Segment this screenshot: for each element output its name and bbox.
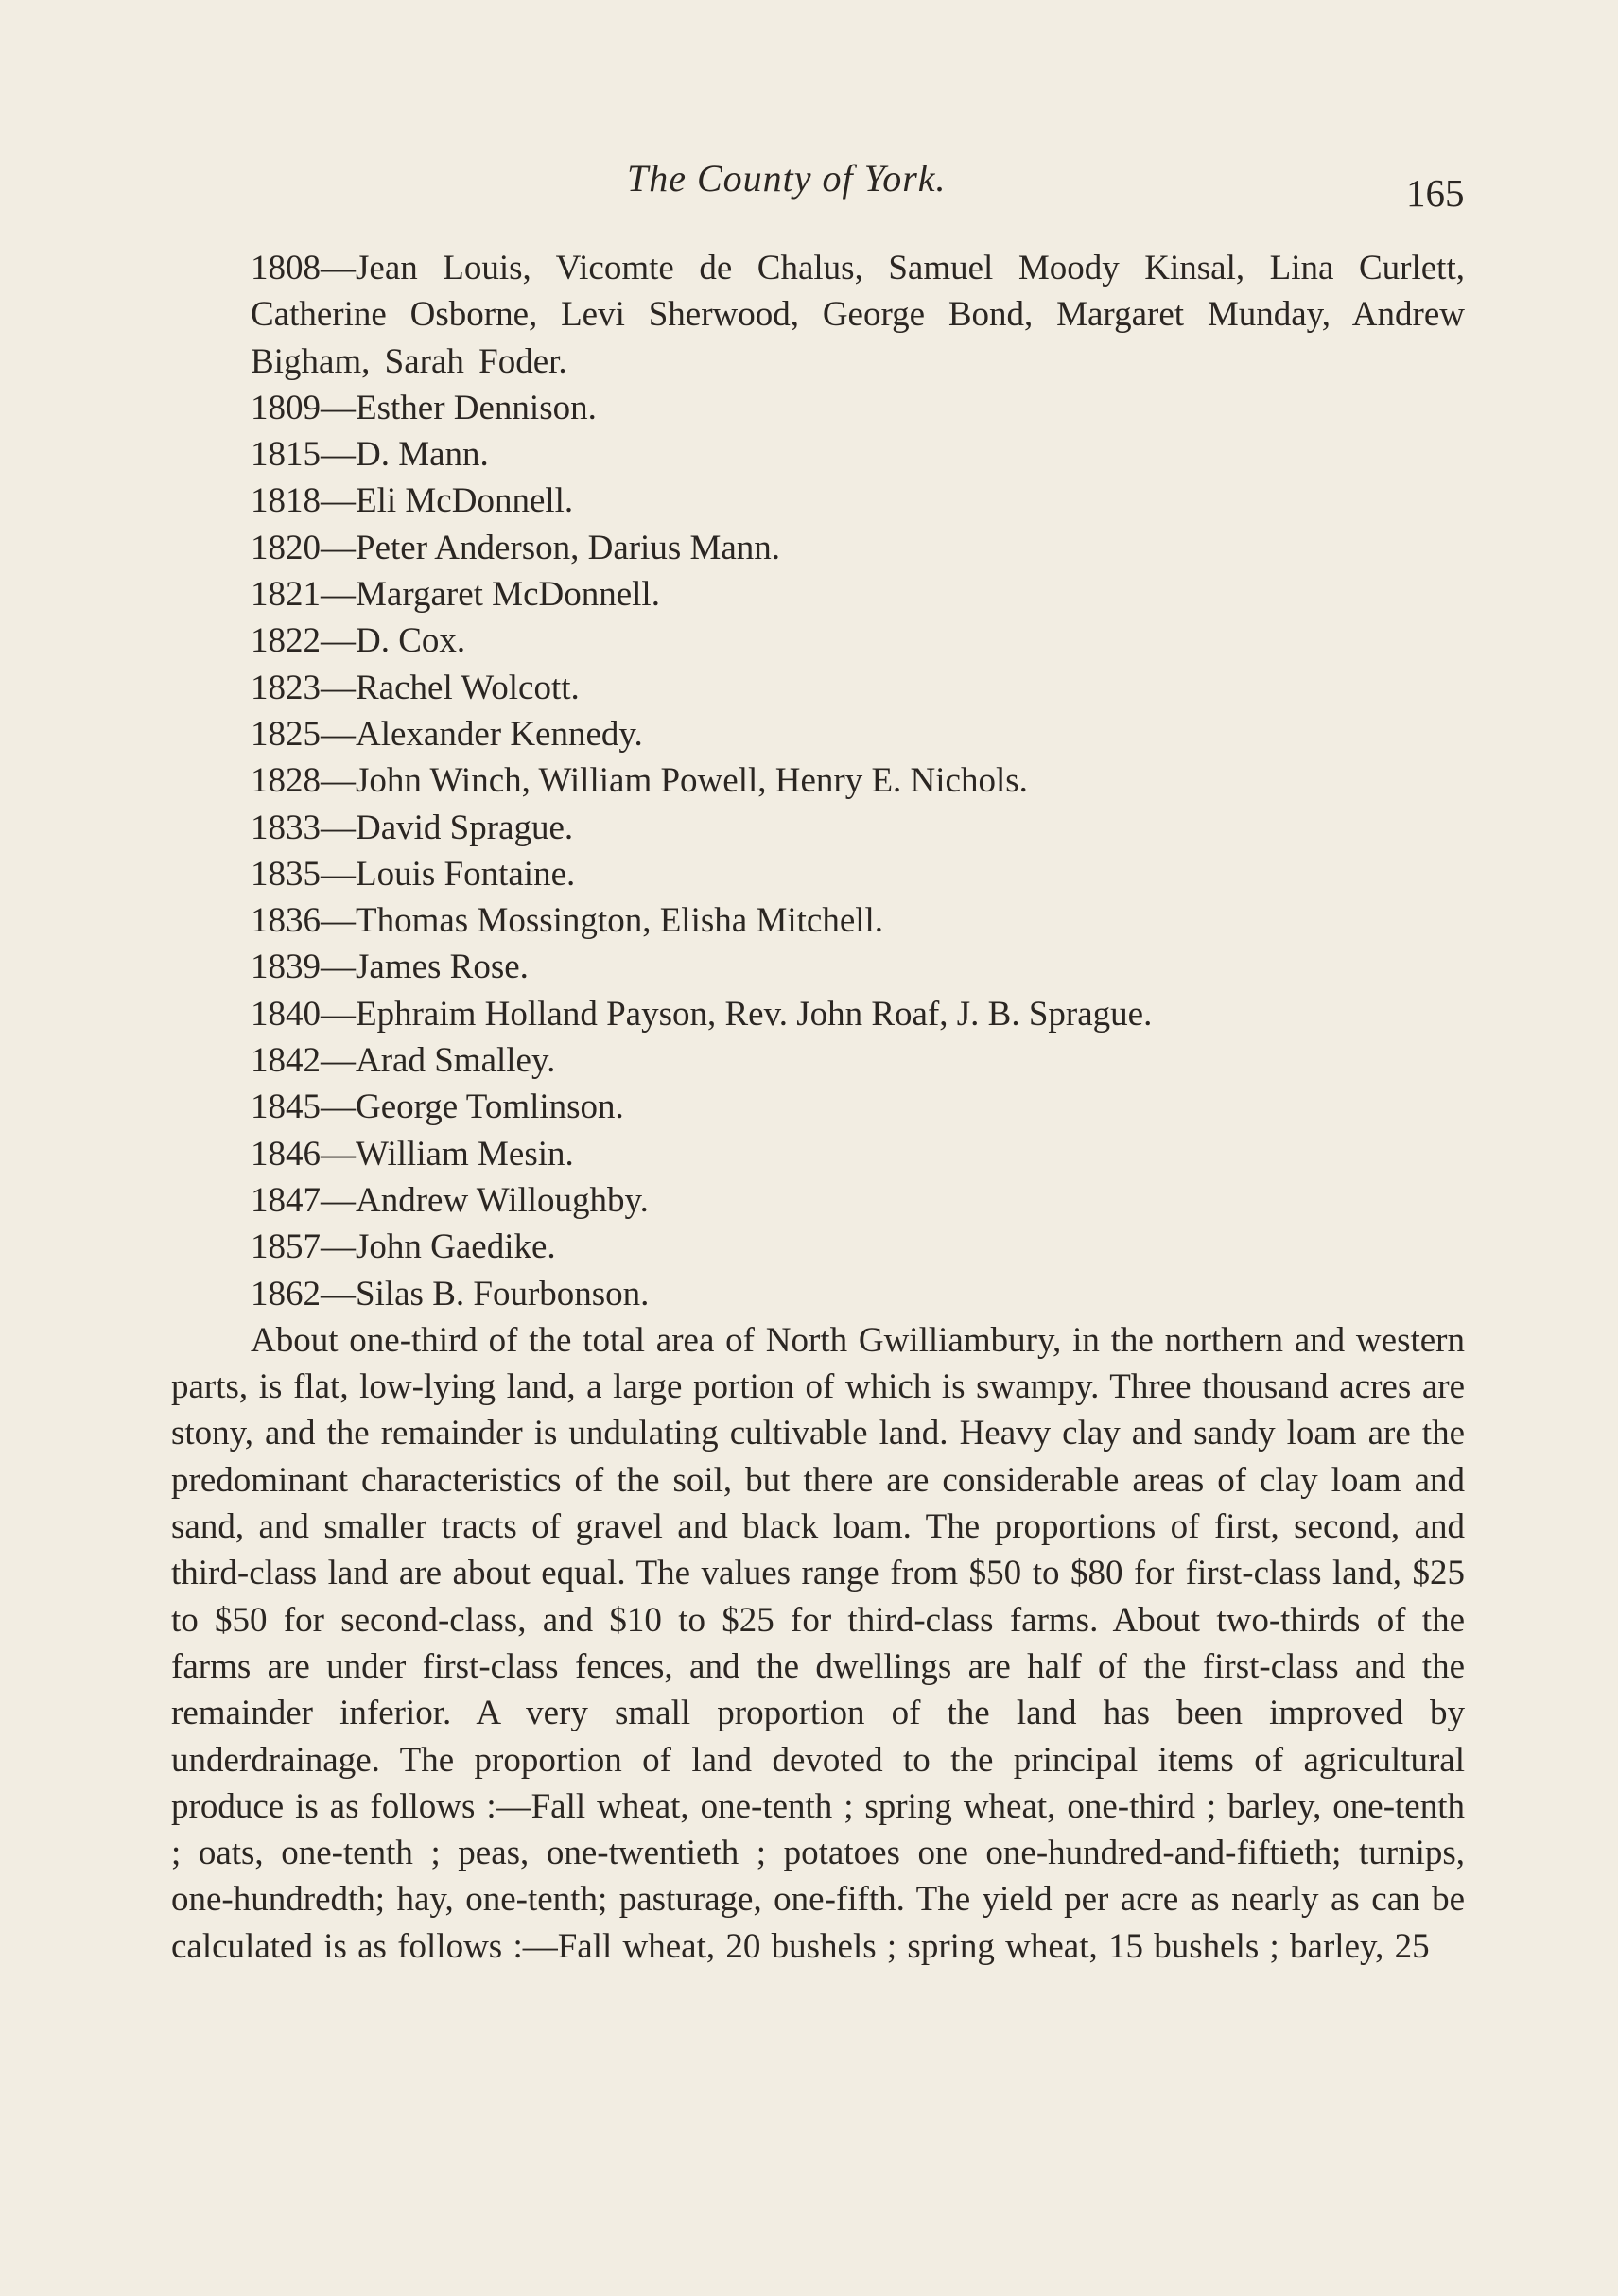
- entry-dash: —: [321, 1134, 356, 1174]
- entry-year: 1833: [251, 808, 321, 847]
- entry-year: 1822: [251, 621, 321, 661]
- entry-names: Alexander Kennedy.: [356, 714, 643, 754]
- list-item: [171, 665, 1465, 711]
- list-item: [171, 478, 1465, 524]
- entry-year: 1847: [251, 1180, 321, 1220]
- entry-names: Thomas Mossington, Elisha Mitchell.: [356, 901, 884, 941]
- entry-dash: —: [321, 575, 356, 615]
- entry-year: 1862: [251, 1274, 321, 1313]
- entry-names: James Rose.: [356, 948, 529, 987]
- entry-dash: —: [321, 481, 356, 521]
- entry-names: Margaret McDonnell.: [356, 575, 660, 615]
- list-item: [171, 1131, 1465, 1177]
- body-paragraph: About one-third of the total area of North Gwilliambury, in the northern and western parts, is flat, low-lying land, a large portion of which is swampy. Three thousand acres are stony, and the remainder is undulating cultivable land. Heavy clay and sandy loam are the predominant characteristics of the soil, but there are considerable areas of clay loam and sand, and smaller tracts of gravel and black loam. The proportions of first, second, and third-class land are about equal. The values range from $50 to $80 for first-class land, $25 to $50 for second-class, and $10 to $25 for third-class farms. About two-thirds of the farms are under first-class fences, and the dwellings are half of the first-class and the remainder inferior. A very small proportion of the land has been improved by underdrainage. The proportion of land devoted to the principal items of agricultural produce is as follows :—Fall wheat, one-tenth ; spring wheat, one-third ; barley, one-tenth ; oats, one-tenth ; peas, one-twentieth ; potatoes one one-hundred-and-fiftieth; turnips, one-hundredth; hay, one-tenth; pasturage, one-fifth. The yield per acre as nearly as can be calculated is as follows :—Fall wheat, 20 bushels ; spring wheat, 15 bushels ; barley, 25: [171, 1320, 1465, 1966]
- entry-dash: —: [321, 1041, 356, 1081]
- list-item: [171, 431, 1465, 478]
- entry-year: 1823: [251, 668, 321, 707]
- entry-dash: —: [321, 1227, 356, 1267]
- list-item: [171, 1271, 1465, 1317]
- list-item: [171, 851, 1465, 897]
- list-item: [171, 805, 1465, 851]
- entry-dash: —: [321, 668, 356, 707]
- entry-names: Eli McDonnell.: [356, 481, 574, 521]
- entry-year: 1815: [251, 435, 321, 475]
- entry-dash: —: [321, 1274, 356, 1313]
- entry-dash: —: [321, 621, 356, 661]
- list-item: [171, 897, 1465, 944]
- entry-names: Andrew Willoughby.: [356, 1180, 649, 1220]
- entry-year: 1820: [251, 528, 321, 567]
- entry-names: William Mesin.: [356, 1134, 574, 1174]
- entry-year: 1825: [251, 714, 321, 754]
- list-item: [171, 385, 1465, 431]
- running-head: The County of York.: [627, 157, 947, 200]
- list-item: [171, 944, 1465, 990]
- entry-dash: —: [321, 761, 356, 801]
- entry-year: 1839: [251, 948, 321, 987]
- list-item: [171, 1177, 1465, 1224]
- entry-dash: —: [321, 1180, 356, 1220]
- entry-year: 1846: [251, 1134, 321, 1174]
- entry-dash: —: [321, 948, 356, 987]
- entry-dash: —: [321, 901, 356, 941]
- entry-year: 1835: [251, 854, 321, 894]
- entry-year: 1857: [251, 1227, 321, 1267]
- entry-dash: —: [321, 714, 356, 754]
- entry-year: 1828: [251, 761, 321, 801]
- list-item: [171, 1084, 1465, 1130]
- text-block: [171, 245, 1465, 1970]
- entry-dash: —: [321, 854, 356, 894]
- list-item: [171, 1224, 1465, 1270]
- entry-year: 1818: [251, 481, 321, 521]
- list-item: [171, 991, 1465, 1037]
- entry-year: 1809: [251, 388, 321, 427]
- list-item: [171, 525, 1465, 571]
- list-item: [171, 245, 1465, 385]
- entry-year: 1845: [251, 1087, 321, 1127]
- list-item: [171, 571, 1465, 617]
- entry-names: D. Cox.: [356, 621, 466, 661]
- entry-names: Louis Fontaine.: [356, 854, 576, 894]
- entry-names: Ephraim Holland Payson, Rev. John Roaf, J. B. Sprague.: [356, 994, 1153, 1034]
- list-item: [171, 711, 1465, 757]
- entry-names: John Winch, William Powell, Henry E. Nichols.: [356, 761, 1028, 801]
- entry-year: 1808: [251, 249, 321, 287]
- entry-year: 1821: [251, 575, 321, 615]
- entry-names: Jean Louis, Vicomte de Chalus, Samuel Moody Kinsal, Lina Curlett, Catherine Osborne, Levi Sherwood, George Bond, Margaret Munday, Andrew Bigham, Sarah Foder.: [251, 249, 1465, 381]
- entry-dash: —: [321, 994, 356, 1034]
- entry-dash: —: [321, 435, 356, 475]
- entry-names: David Sprague.: [356, 808, 574, 847]
- entry-names: Esther Dennison.: [356, 388, 597, 427]
- entry-year: 1836: [251, 901, 321, 941]
- entry-year: 1840: [251, 994, 321, 1034]
- entry-names: Silas B. Fourbonson.: [356, 1274, 650, 1313]
- entry-dash: —: [321, 249, 356, 287]
- entry-year: 1842: [251, 1041, 321, 1081]
- list-item: [171, 757, 1465, 804]
- entry-names: Peter Anderson, Darius Mann.: [356, 528, 781, 567]
- entry-names: George Tomlinson.: [356, 1087, 624, 1127]
- page-number: 165: [1406, 171, 1465, 215]
- entry-names: John Gaedike.: [356, 1227, 556, 1267]
- entry-dash: —: [321, 1087, 356, 1127]
- entry-names: Rachel Wolcott.: [356, 668, 580, 707]
- list-item: [171, 1037, 1465, 1084]
- list-item: [171, 617, 1465, 664]
- entry-names: D. Mann.: [356, 435, 489, 475]
- entry-dash: —: [321, 808, 356, 847]
- entry-dash: —: [321, 528, 356, 567]
- entry-names: Arad Smalley.: [356, 1041, 556, 1081]
- entry-dash: —: [321, 388, 356, 427]
